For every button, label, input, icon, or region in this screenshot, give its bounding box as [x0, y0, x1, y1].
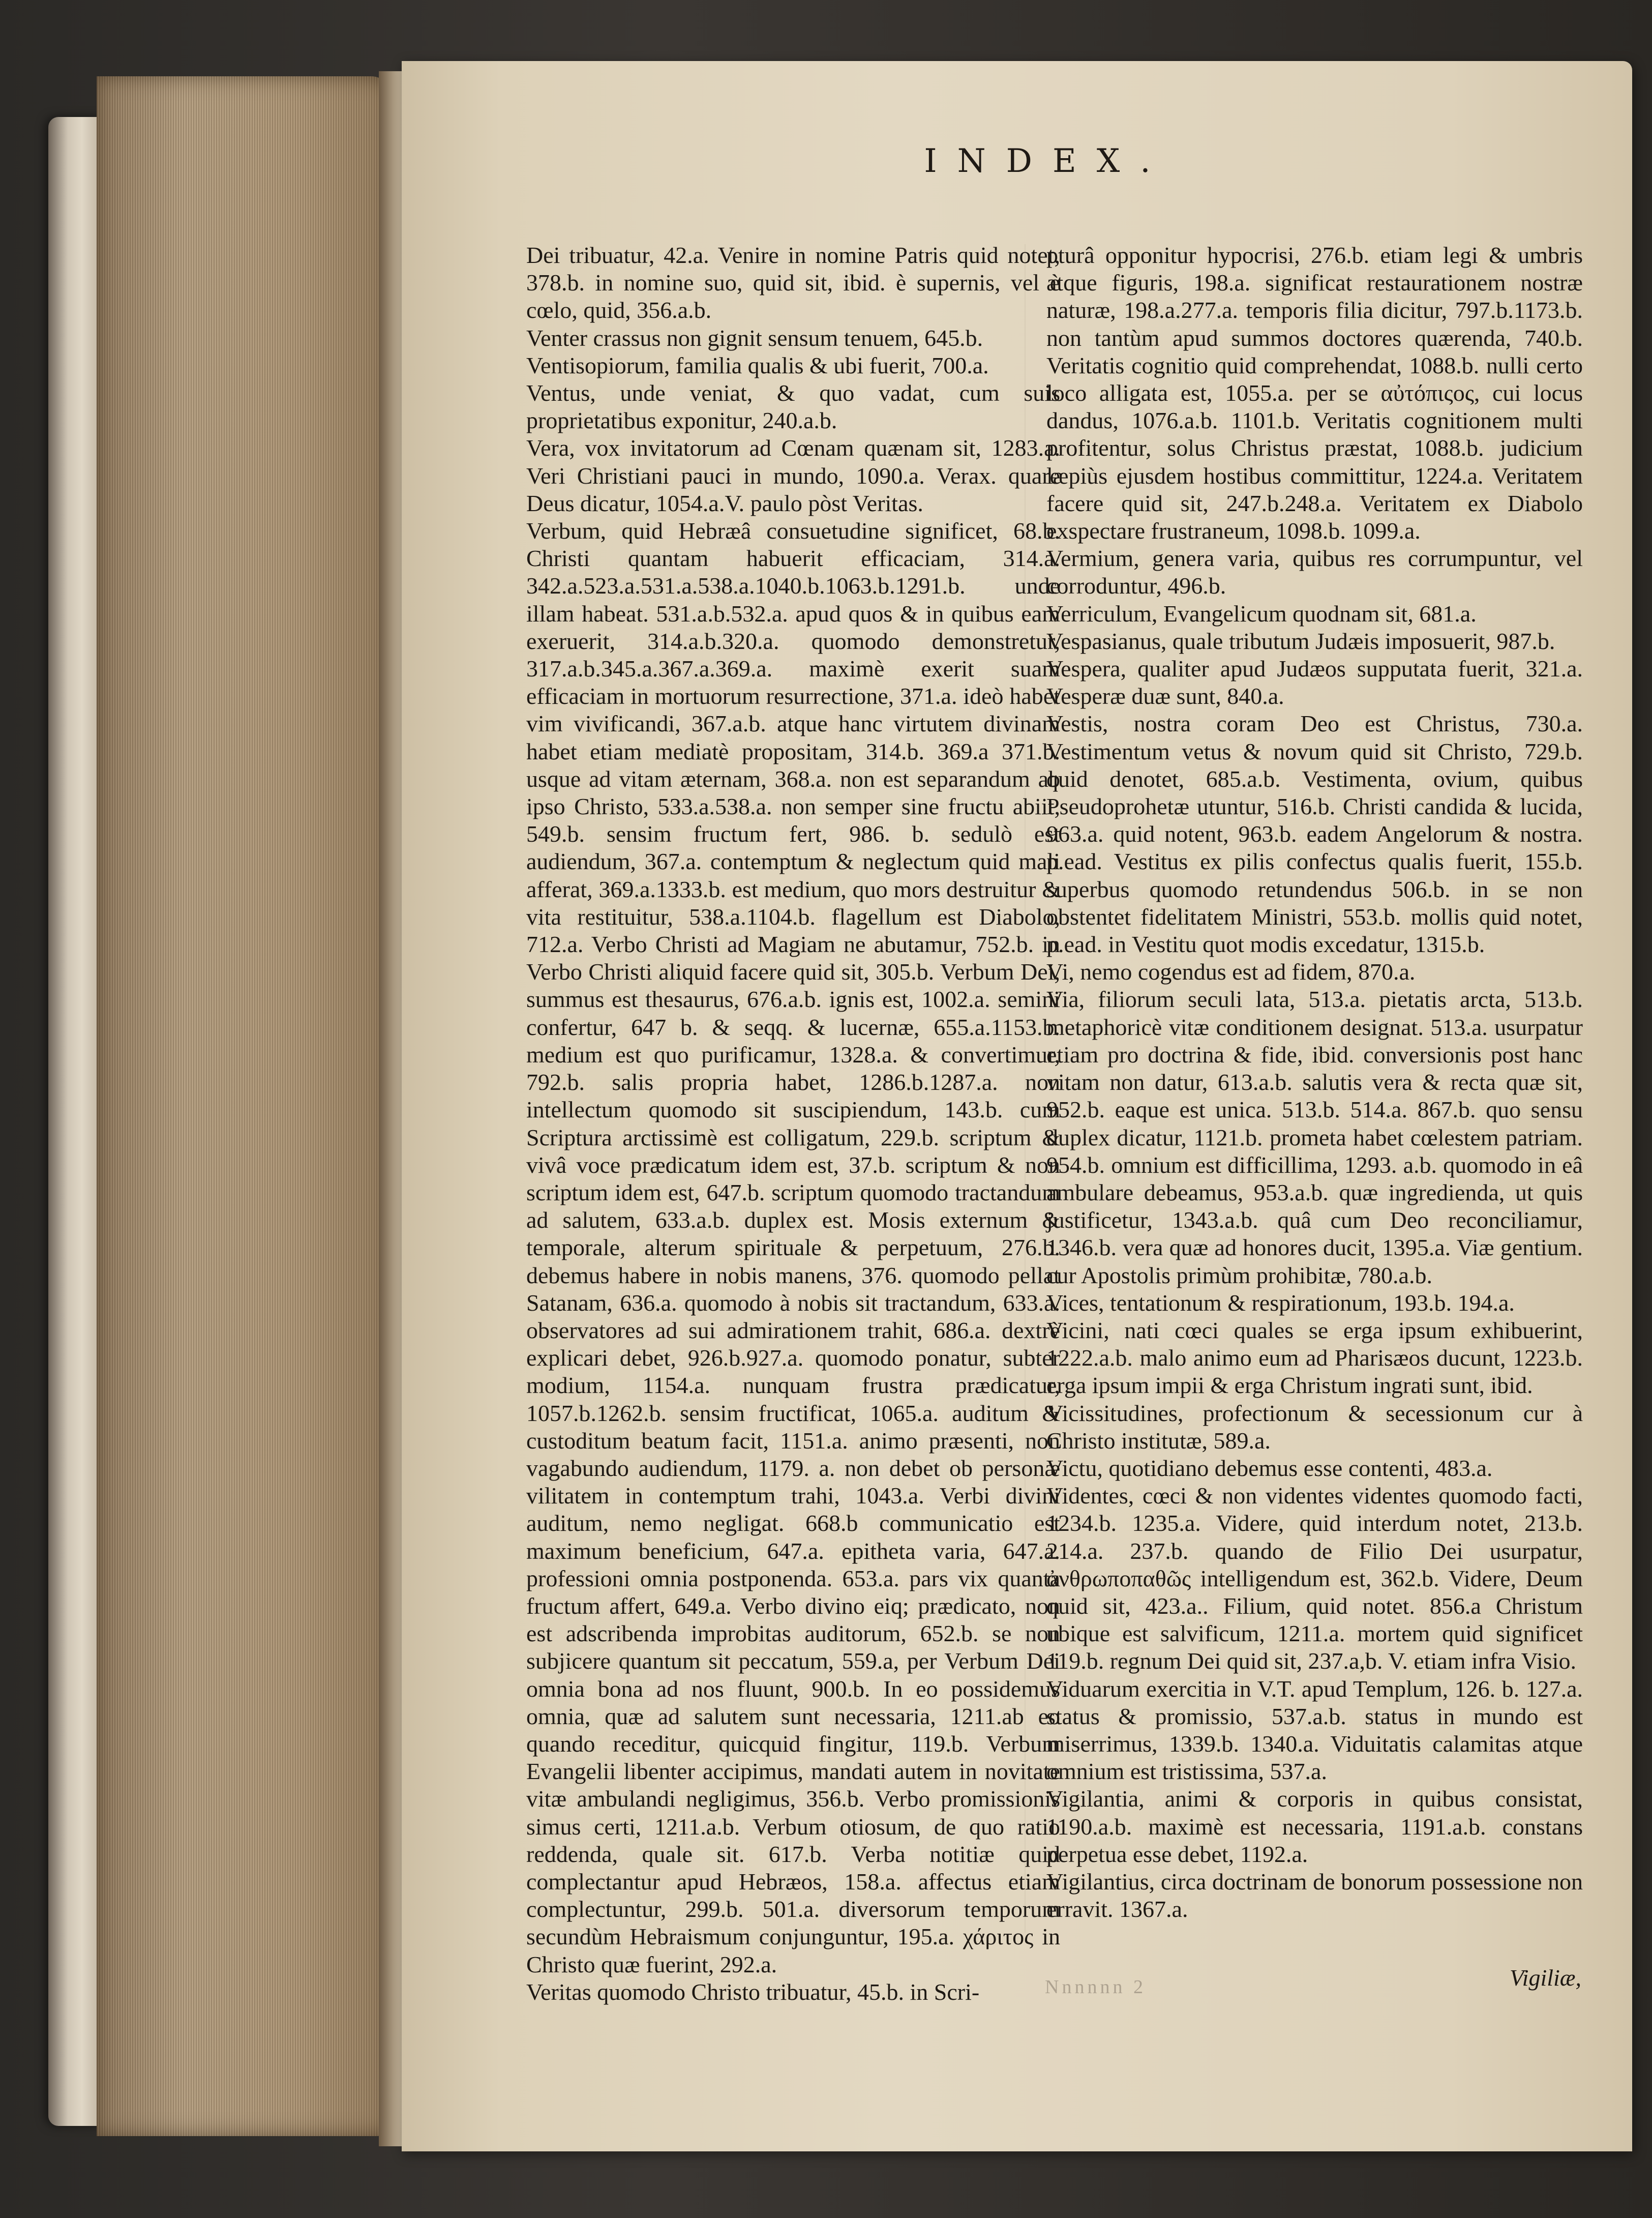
right-column [1046, 242, 1583, 1923]
index-entry: Vestis, nostra coram Deo est Christus, 730.a. Vestimentum vetus & novum quid sit Christo, 729.b. quid denotet, 685.a.b. Vestimenta, ovium, quibus Pseudoprohetæ utuntur, 516.b. Christi candida & lucida, 963.a. quid notent, 963.b. eadem Angelorum & nostra. p.ead. Vestitus ex pilis confectus qualis fuerit, 155.b. superbus quomodo retundendus 506.b. in se non obstentet fidelitatem Ministri, 553.b. mollis quid notet, p.ead. in Vestitu quot modis excedatur, 1315.b. [1046, 711, 1583, 958]
index-entry: Viduarum exercitia in V.T. apud Templum, 126. b. 127.a. status & promissio, 537.a.b. status in mundo est miserrimus, 1339.b. 1340.a. Viduitatis calamitas atque omnium est tristissima, 537.a. [1046, 1675, 1583, 1785]
index-entry: Vicissitudines, profectionum & secessionum cur à Christo institutæ, 589.a. [1046, 1400, 1583, 1454]
index-entry: Vi, nemo cogendus est ad fidem, 870.a. [1046, 959, 1416, 985]
index-entry: Vespera, qualiter apud Judæos supputata fuerit, 321.a. Vesperæ duæ sunt, 840.a. [1046, 656, 1583, 709]
catchword: Vigiliæ, [1510, 1965, 1581, 1991]
index-entry: Via, filiorum seculi lata, 513.a. pietatis arcta, 513.b. metaphoricè vitæ conditionem designat. 513.a. usurpatur etiam pro doctrina & fide, ibid. conversionis post hanc vitam non datur, 613.a.b. salutis vera & recta quæ sit, 952.b. eaque est unica. 513.b. 514.a. 867.b. quo sensu duplex dicatur, 1121.b. prometa habet cœlestem patriam. 954.b. omnium est difficillima, 1293. a.b. quomodo in eâ ambulare debeamus, 953.a.b. quæ ingredienda, ut quis justificetur, 1343.a.b. quâ cum Deo reconciliamur, 1346.b. vera quæ ad honores ducit, 1395.a. Viæ gentium. cur Apostolis primùm prohibitæ, 780.a.b. [1046, 986, 1583, 1288]
index-entry: Vermium, genera varia, quibus res corrumpuntur, vel corroduntur, 496.b. [1046, 545, 1583, 599]
index-entry: Ventisopiorum, familia qualis & ubi fuerit, 700.a. [526, 352, 989, 378]
index-entry: Venter crassus non gignit sensum tenuem, 645.b. [526, 324, 983, 351]
index-entry: Vespasianus, quale tributum Judæis imposuerit, 987.b. [1046, 628, 1555, 654]
index-entry: Vigilantius, circa doctrinam de bonorum possessione non erravit. 1367.a. [1046, 1868, 1583, 1923]
index-entry: Veritas quomodo Christo tribuatur, 45.b. in Scri- [526, 1978, 980, 2005]
printer-signature: Nnnnnn 2 [1045, 1976, 1146, 1998]
page-header: INDEX. [924, 142, 1171, 180]
index-entry: Vices, tentationum & respirationum, 193.b. 194.a. [1046, 1289, 1515, 1316]
index-entry: Vera, vox invitatorum ad Cœnam quænam sit, 1283.a. Veri Christiani pauci in mundo, 1090.a. Verax. quare Deus dicatur, 1054.a.V. paulo pòst Veritas. [526, 435, 1060, 516]
book-cover [48, 117, 104, 2126]
index-entry: Dei tribuatur, 42.a. Venire in nomine Patris quid notet, 378.b. in nomine suo, quid sit, ibid. è supernis, vel è cœlo, quid, 356.a.b. [526, 242, 1060, 323]
index-entry: Victu, quotidiano debemus esse contenti, 483.a. [1046, 1455, 1493, 1481]
index-entry: Vicini, nati cœci quales se erga ipsum exhibuerint, 1222.a.b. malo animo eum ad Pharisæos ducunt, 1223.b. erga ipsum impii & erga Christum ingrati sunt, ibid. [1046, 1317, 1583, 1399]
index-entry: Ventus, unde veniat, & quo vadat, cum suis proprietatibus exponitur, 240.a.b. [526, 380, 1060, 434]
left-column [526, 242, 1060, 2006]
index-entry: Vigilantia, animi & corporis in quibus consistat, 1190.a.b. maximè est necessaria, 1191.a.b. constans perpetua esse debet, 1192.a. [1046, 1786, 1583, 1867]
index-entry: Videntes, cœci & non videntes videntes quomodo facti, 1234.b. 1235.a. Videre, quid interdum notet, 213.b. 214.a. 237.b. quando de Filio Dei usurpatur, ἀνθρωποπαθῶς intelligendum est, 362.b. Videre, Deum quid sit, 423.a.. Filium, quid notet. 856.a Christum ubique est salvificum, 1211.a. mortem quid significet 119.b. regnum Dei quid sit, 237.a,b. V. etiam infra Visio. [1046, 1483, 1583, 1674]
page-edges [97, 76, 392, 2136]
index-entry: Verriculum, Evangelicum quodnam sit, 681.a. [1046, 600, 1477, 627]
index-entry: Verbum, quid Hebræâ consuetudine significet, 68.b. Christi quantam habuerit efficaciam, 314.a. 342.a.523.a.531.a.538.a.1040.b.1063.b.1291.b. unde illam habeat. 531.a.b.532.a. apud quos & in quibus eam exeruerit, 314.a.b.320.a. quomodo demonstretur, 317.a.b.345.a.367.a.369.a. maximè exerit suam efficaciam in mortuorum resurrectione, 371.a. ideò habet vim vivificandi, 367.a.b. atque hanc virtutem divinam habet etiam mediatè propositam, 314.b. 369.a 371.b. usque ad vitam æternam, 368.a. non est separandum ab ipso Christo, 533.a.538.a. non semper sine fructu abiit, 549.b. sensim fructum fert, 986. b. sedulò est audiendum, 367.a. contemptum & neglectum quid mali afferat, 369.a.1333.b. est medium, quo mors destruitur & vita restituitur, 538.a.1104.b. flagellum est Diabolo, 712.a. Verbo Christi ad Magiam ne abutamur, 752.b. in Verbo Christi aliquid facere quid sit, 305.b. Verbum Dei, summus est thesaurus, 676.a.b. ignis est, 1002.a. semini confertur, 647 b. & seqq. & lucernæ, 655.a.1153.b. medium est quo purificamur, 1328.a. & convertimur, 792.b. salis propria habet, 1286.b.1287.a. non intellectum quomodo sit suscipiendum, 143.b. cum Scriptura arctissimè est colligatum, 229.b. scriptum & vivâ voce prædicatum idem est, 37.b. scriptum & non scriptum idem est, 647.b. scriptum quomodo tractandum ad salutem, 633.a.b. duplex est. Mosis externum & temporale, alterum spirituale & perpetuum, 276.b. debemus habere in nobis manens, 376. quomodo pellat Satanam, 636.a. quomodo à nobis sit tractandum, 633.a. observatores ad sui admirationem trahit, 686.a. dextrè explicari debet, 926.b.927.a. quomodo ponatur, subter modium, 1154.a. nunquam frustra prædicatur, 1057.b.1262.b. sensim fructificat, 1065.a. auditum & custoditum beatum facit, 1151.a. animo præsenti, non vagabundo audiendum, 1179. a. non debet ob personæ vilitatem in contemptum trahi, 1043.a. Verbi divini auditum, nemo negligat. 668.b communicatio est maximum beneficium, 647.a. epitheta varia, 647.a. professioni omnia postponenda. 653.a. pars vix quanta fructum affert, 649.a. Verbo divino eiq; prædicato, non est adscribenda improbitas auditorum, 652.b. se non subjicere quantum sit peccatum, 559.a, per Verbum Dei omnia bona ad nos fluunt, 900.b. In eo possidemus omnia, quæ ad salutem sunt necessaria, 1211.ab eo quando receditur, quicquid fingitur, 119.b. Verbum Evangelii libenter accipimus, mandati autem in novitate vitæ ambulandi negligimus, 356.b. Verbo promissionis simus certi, 1211.a.b. Verbum otiosum, de quo ratio reddenda, quale sit. 617.b. Verba notitiæ quid complectantur apud Hebræos, 158.a. affectus etiam complectuntur, 299.b. 501.a. diversorum temporum secundùm Hebraismum conjunguntur, 195.a. χάριτος in Christo quæ fuerint, 292.a. [526, 518, 1060, 1977]
index-page [402, 61, 1632, 2151]
index-entry: pturâ opponitur hypocrisi, 276.b. etiam legi & umbris atque figuris, 198.a. significat restaurationem nostræ naturæ, 198.a.277.a. temporis filia dicitur, 797.b.1173.b. non tantùm apud summos doctores quærenda, 740.b. Veritatis cognitio quid comprehendat, 1088.b. nulli certo loco alligata est, 1055.a. per se αὐτόπιςος, cui locus dandus, 1076.a.b. 1101.b. Veritatis cognitionem multi profitentur, solus Christus præstat, 1088.b. judicium læpiùs ejusdem hostibus committitur, 1224.a. Veritatem facere quid sit, 247.b.248.a. Veritatem ex Diabolo exspectare frustraneum, 1098.b. 1099.a. [1046, 242, 1583, 544]
